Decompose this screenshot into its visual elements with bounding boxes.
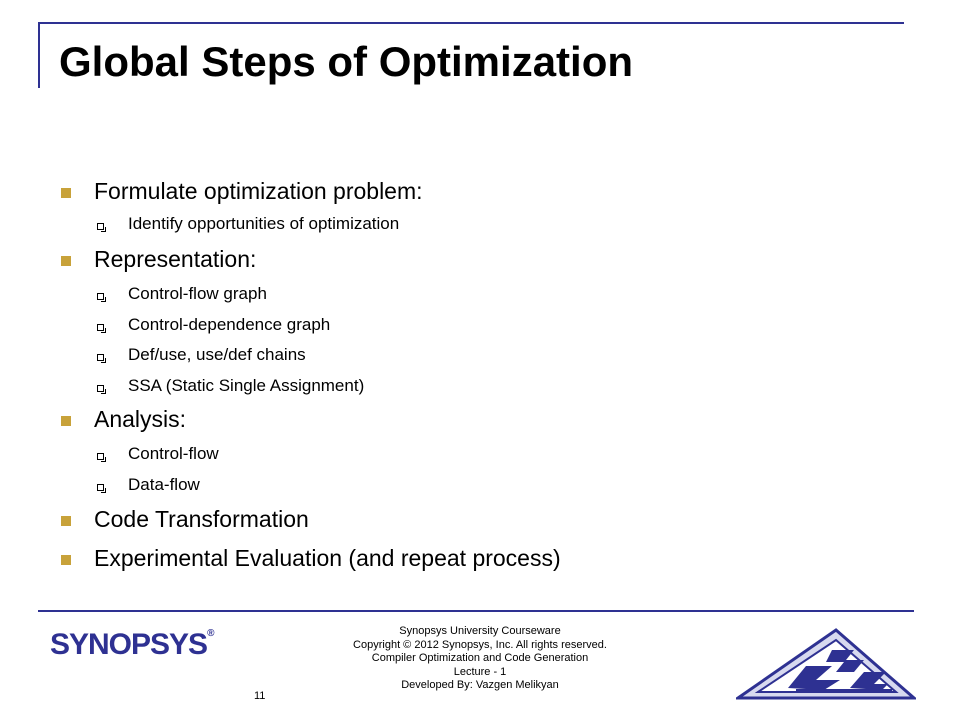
bullet-text: Code Transformation bbox=[94, 506, 309, 532]
checkbox-bullet-icon bbox=[97, 484, 104, 491]
page-number: 11 bbox=[254, 690, 266, 702]
synopsys-logo bbox=[50, 628, 213, 662]
footer-credits bbox=[320, 625, 640, 693]
bullet-text: SSA (Static Single Assignment) bbox=[128, 376, 365, 395]
registered-mark: ® bbox=[207, 628, 214, 639]
triangle-emblem-icon bbox=[736, 628, 916, 700]
square-bullet-icon bbox=[61, 516, 71, 526]
checkbox-bullet-icon bbox=[97, 324, 104, 331]
bullet-text: Control-flow bbox=[128, 444, 219, 463]
footer-line: Synopsys University Courseware bbox=[399, 625, 561, 637]
bullet-text: Analysis: bbox=[94, 406, 187, 432]
footer-line: Copyright © 2012 Synopsys, Inc. All rights reserved. bbox=[353, 638, 607, 651]
bullet-text: Def/use, use/def chains bbox=[128, 345, 306, 364]
footer-line: Developed By: Vazgen Melikyan bbox=[401, 679, 559, 691]
footer-line: Lecture - 1 bbox=[453, 665, 507, 678]
footer-line: Compiler Optimization and Code Generation bbox=[371, 652, 589, 664]
checkbox-bullet-icon bbox=[97, 223, 104, 230]
square-bullet-icon bbox=[61, 188, 71, 198]
checkbox-bullet-icon bbox=[97, 354, 104, 361]
bullet-text: Control-flow graph bbox=[128, 284, 267, 303]
square-bullet-icon bbox=[61, 256, 71, 266]
bullet-text: Data-flow bbox=[128, 475, 200, 494]
bullet-text: Control-dependence graph bbox=[128, 315, 331, 334]
footer-rule bbox=[38, 610, 914, 612]
bullet-text: Identify opportunities of optimization bbox=[128, 214, 400, 233]
checkbox-bullet-icon bbox=[97, 453, 104, 460]
square-bullet-icon bbox=[61, 416, 71, 426]
logo-text: SYNOPSYS bbox=[50, 628, 208, 661]
checkbox-bullet-icon bbox=[97, 385, 104, 392]
bullet-text: Representation: bbox=[94, 246, 257, 272]
bullet-text: Formulate optimization problem: bbox=[94, 178, 423, 204]
bullet-text: Experimental Evaluation (and repeat process) bbox=[94, 545, 561, 571]
checkbox-bullet-icon bbox=[97, 293, 104, 300]
square-bullet-icon bbox=[61, 555, 71, 565]
slide-title: Global Steps of Optimization bbox=[59, 38, 634, 85]
